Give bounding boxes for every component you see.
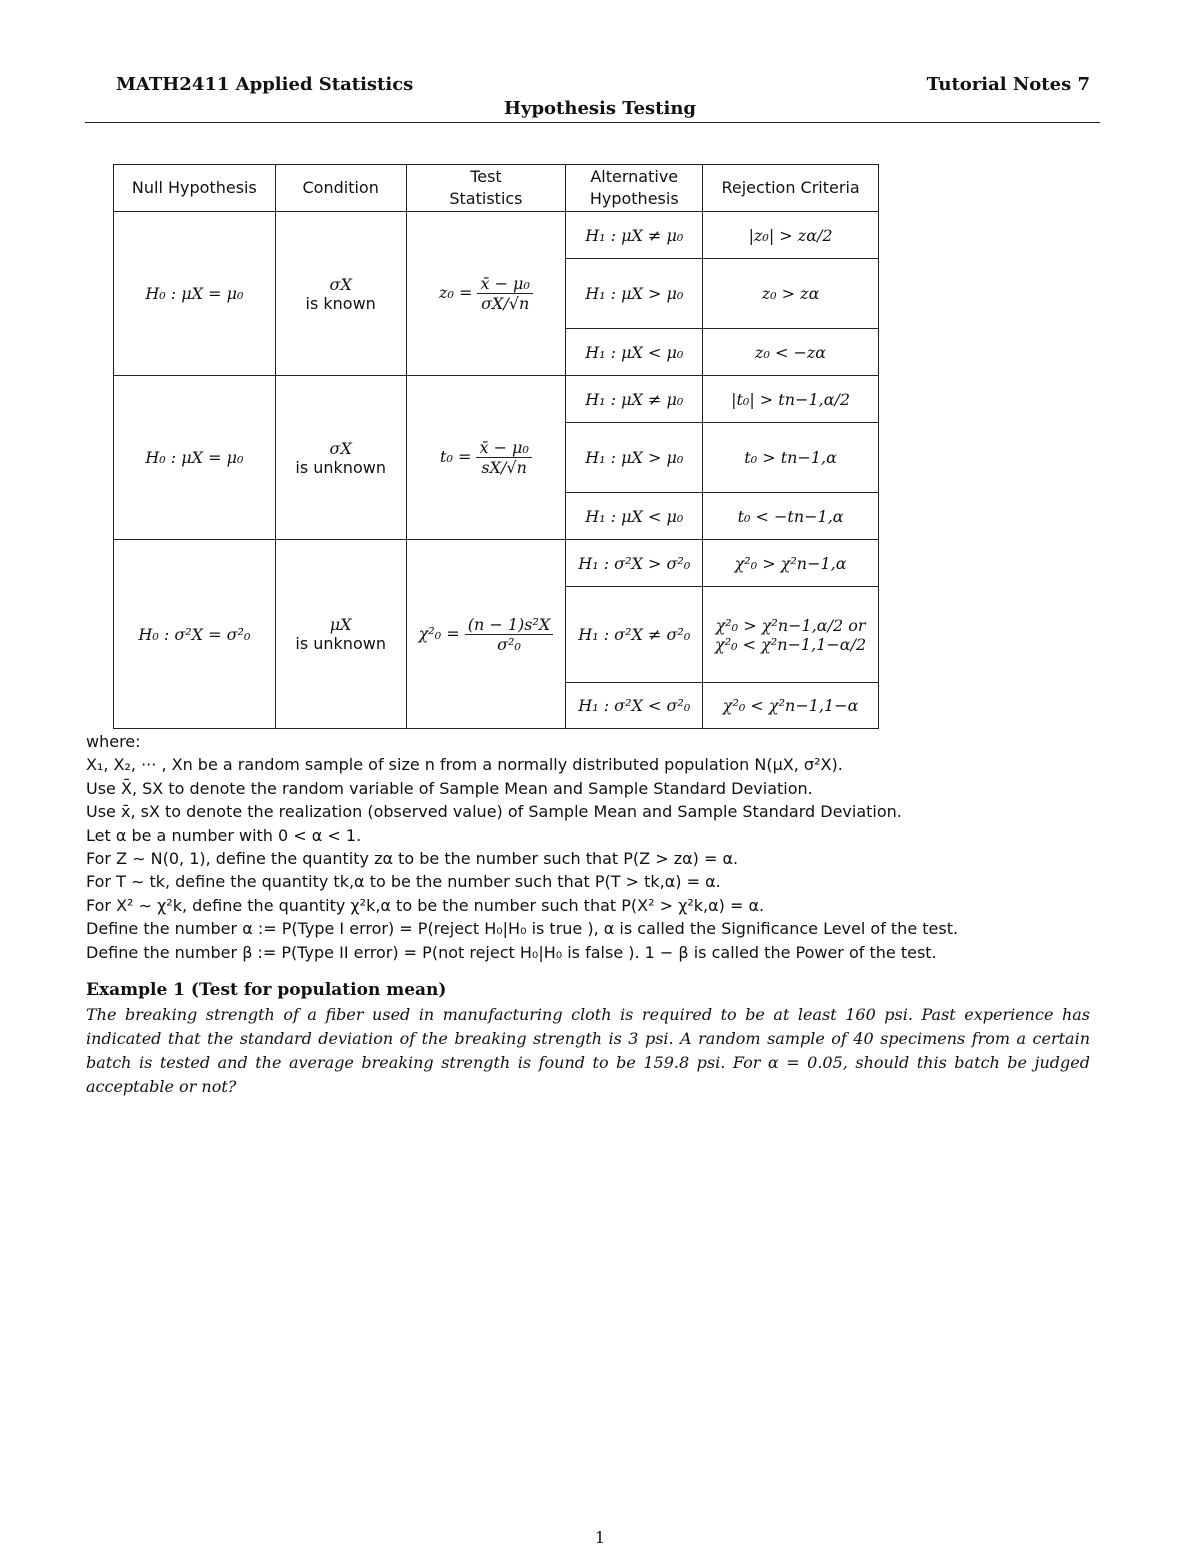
definition-line: For Z ∼ N(0, 1), define the quantity zα to be the number such that P(Z > zα) = α. — [86, 849, 739, 869]
topic-title: Hypothesis Testing — [503, 98, 697, 119]
definition-line: Use X̄, SX to denote the random variable of Sample Mean and Sample Standard Deviation. — [86, 778, 813, 798]
col-rejection-criteria: Rejection Criteria — [703, 165, 879, 212]
alternative-hypothesis-cell: H₁ : μX > μ₀ — [566, 259, 703, 329]
table-header-row — [114, 165, 879, 212]
alternative-hypothesis-cell: H₁ : μX ≠ μ₀ — [566, 376, 703, 423]
col-test-line2: Statistics — [449, 189, 523, 208]
definition-line: Define the number α := P(Type I error) = P(reject H₀|H₀ is true ), α is called the Significance Level of the test. — [86, 919, 959, 939]
null-hypothesis-cell: H₀ : σ²X = σ²₀ — [114, 540, 276, 729]
alternative-hypothesis-cell: H₁ : σ²X > σ²₀ — [566, 540, 703, 587]
rejection-criteria-cell: z₀ > zα — [703, 259, 879, 329]
statistic-numerator: x̄ − μ₀ — [476, 438, 531, 458]
alternative-hypothesis-cell: H₁ : σ²X ≠ σ²₀ — [566, 587, 703, 683]
alternative-hypothesis-cell: H₁ : μX < μ₀ — [566, 493, 703, 540]
rejection-criteria-cell: z₀ < −zα — [703, 329, 879, 376]
definition-line: where: — [86, 732, 141, 751]
col-null-hypothesis: Null Hypothesis — [114, 165, 276, 212]
statistic-fraction — [476, 438, 531, 477]
rejection-criteria-cell: |z₀| > zα/2 — [703, 212, 879, 259]
definition-line: For X² ∼ χ²k, define the quantity χ²k,α to be the number such that P(X² > χ²k,α) = α. — [86, 895, 765, 915]
statistic-lhs: z₀ = — [439, 283, 473, 302]
statistic-lhs: χ²₀ = — [418, 623, 460, 643]
definition-line: Let α be a number with 0 < α < 1. — [86, 825, 362, 845]
definition-line: Use x̄, sX to denote the realization (observed value) of Sample Mean and Sample Standard Deviation. — [86, 802, 902, 822]
rejection-line2: χ²₀ < χ²n−1,1−α/2 — [715, 634, 867, 654]
alternative-hypothesis-cell: H₁ : μX > μ₀ — [566, 423, 703, 493]
example-title: Example 1 (Test for population mean) — [86, 980, 447, 1000]
test-statistic-cell — [406, 212, 566, 376]
null-hypothesis-cell: H₀ : μX = μ₀ — [114, 212, 276, 376]
col-alt-line2: Hypothesis — [589, 189, 679, 208]
condition-text: is unknown — [295, 634, 386, 653]
alternative-hypothesis-cell: H₁ : σ²X < σ²₀ — [566, 683, 703, 729]
condition-cell — [275, 540, 406, 729]
condition-symbol: σX — [329, 438, 352, 458]
example-text: The breaking strength of a fiber used in manufacturing cloth is required to be at least 160 psi. Past experience has indicated that the standard deviation of the breaking strength is 3 psi. A random sample of 40 specimens from a certain batch is tested and the average breaking strength is found to be 159.8 psi. For α = 0.05, should this batch be judged acceptable or not? — [86, 1005, 1090, 1096]
page-number: 1 — [594, 1528, 606, 1547]
statistic-fraction — [465, 615, 554, 654]
rejection-criteria-cell: |t₀| > tn−1,α/2 — [703, 376, 879, 423]
alternative-hypothesis-cell: H₁ : μX ≠ μ₀ — [566, 212, 703, 259]
col-test-statistics — [406, 165, 566, 212]
condition-text: is known — [305, 293, 376, 313]
condition-cell — [275, 376, 406, 540]
rejection-criteria-cell — [703, 587, 879, 683]
test-statistic-cell — [406, 376, 566, 540]
table-row — [114, 212, 879, 259]
rejection-line1: χ²₀ > χ²n−1,α/2 or — [715, 615, 866, 635]
definition-line: Define the number β := P(Type II error) = P(not reject H₀|H₀ is false ). 1 − β is called the Power of the test. — [86, 942, 937, 962]
rejection-criteria-cell: χ²₀ < χ²n−1,1−α — [703, 683, 879, 729]
statistic-denominator: σX/√n — [481, 294, 530, 313]
statistic-denominator: σ²₀ — [497, 634, 521, 654]
header-rule — [85, 122, 1100, 123]
col-test-line1: Test — [470, 167, 502, 186]
definitions-block — [86, 730, 1096, 964]
table-row — [114, 540, 879, 587]
hypothesis-table — [113, 164, 879, 729]
statistic-numerator: x̄ − μ₀ — [477, 274, 532, 294]
table-row — [114, 376, 879, 423]
definition-line: For T ∼ tk, define the quantity tk,α to be the number such that P(T > tk,α) = α. — [86, 872, 721, 892]
statistic-denominator: sX/√n — [481, 458, 527, 477]
condition-symbol: μX — [329, 615, 352, 634]
course-title: MATH2411 Applied Statistics — [116, 74, 414, 95]
statistic-lhs: t₀ = — [440, 447, 472, 466]
condition-cell — [275, 212, 406, 376]
col-alternative-hypothesis — [566, 165, 703, 212]
condition-symbol: σX — [329, 274, 352, 294]
rejection-criteria-cell: t₀ > tn−1,α — [703, 423, 879, 493]
definition-line: X₁, X₂, ··· , Xn be a random sample of size n from a normally distributed population N(μX, σ²X). — [86, 755, 843, 775]
rejection-criteria-cell: t₀ < −tn−1,α — [703, 493, 879, 540]
null-hypothesis-cell: H₀ : μX = μ₀ — [114, 376, 276, 540]
notes-label: Tutorial Notes 7 — [926, 74, 1090, 95]
alternative-hypothesis-cell: H₁ : μX < μ₀ — [566, 329, 703, 376]
test-statistic-cell — [406, 540, 566, 729]
col-condition: Condition — [275, 165, 406, 212]
condition-text: is unknown — [295, 457, 386, 477]
col-alt-line1: Alternative — [590, 167, 679, 186]
rejection-criteria-cell: χ²₀ > χ²n−1,α — [703, 540, 879, 587]
statistic-numerator: (n − 1)s²X — [465, 615, 554, 635]
statistic-fraction — [477, 274, 532, 313]
